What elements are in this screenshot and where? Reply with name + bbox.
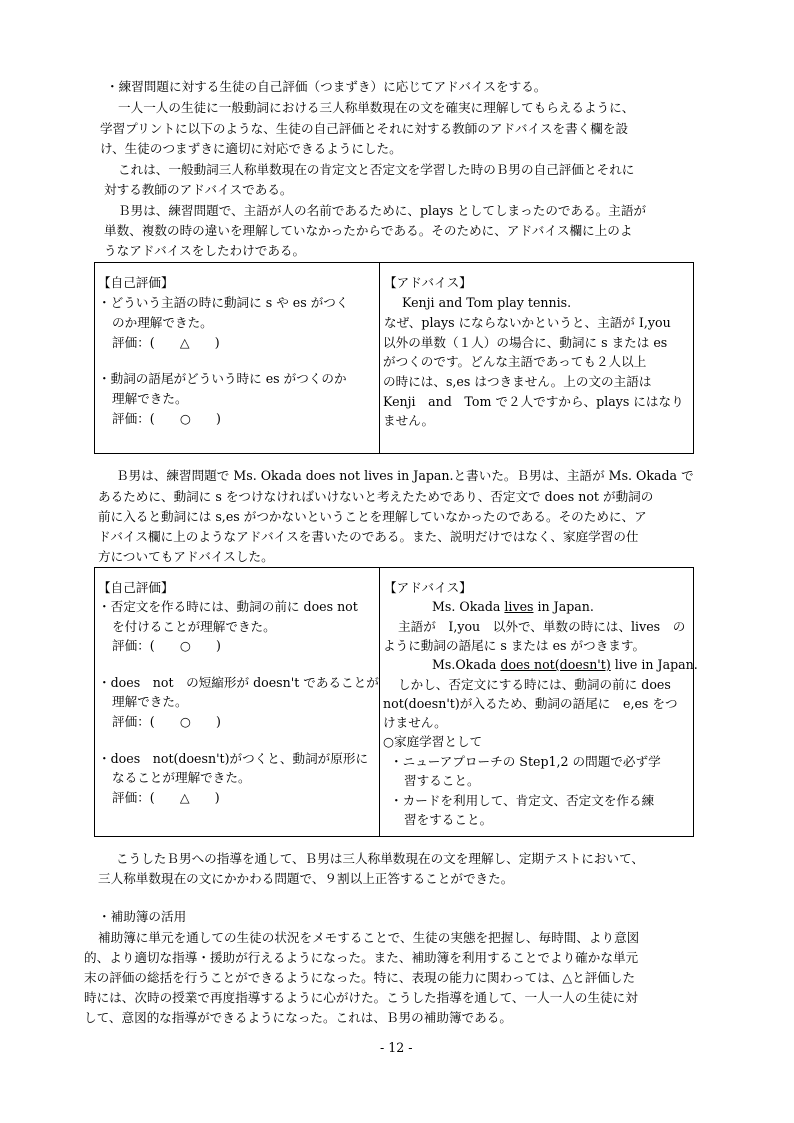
- self-eval-item: ・does not の短縮形が doesn't であることが: [98, 675, 379, 690]
- paragraph-line: 末の評価の総括を行うことができるようになった。特に、表現の能力に関わっては、△と評価した: [84, 970, 636, 985]
- advice-line: ません。: [383, 413, 435, 428]
- paragraph-line: ドバイス欄に上のようなアドバイスを書いたのである。また、説明だけではなく、家庭学習の仕: [98, 529, 639, 544]
- paragraph-line: け、生徒のつまずきに適切に対応できるようにした。: [100, 141, 402, 156]
- paragraph-line: して、意図的な指導ができるようになった。これは、Ｂ男の補助簿である。: [84, 1010, 512, 1025]
- paragraph-line: 時には、次時の授業で再度指導するように心がけた。こうした指導を通して、一人一人の生徒に対: [84, 990, 638, 1005]
- advice-line: の時には、s,es はつきません。上の文の主語は: [383, 374, 652, 389]
- self-eval-rating: 評価：( △ ): [112, 335, 220, 350]
- advice-line: しかし、否定文にする時には、動詞の前に does: [398, 677, 671, 692]
- self-eval-rating: 評価：( ○ ): [112, 638, 221, 653]
- self-eval-item: なることが理解できた。: [112, 770, 251, 785]
- advice-line: ように動詞の語尾に s または es がつきます。: [383, 638, 646, 653]
- paragraph-line: 学習プリントに以下のような、生徒の自己評価とそれに対する教師のアドバイスを書く欄を設: [100, 121, 629, 136]
- paragraph-line: Ｂ男は、練習問題で、主語が人の名前であるために、plays としてしまったのである。主語が: [118, 203, 647, 218]
- paragraph-line: Ｂ男は、練習問題で Ms. Okada does not lives in Japan.と書いた。Ｂ男は、主語が Ms. Okada で: [116, 468, 694, 483]
- paragraph-line: 前に入ると動詞には s,es がつかないということを理解していなかったのである。そのために、ア: [98, 509, 647, 524]
- example-text: Ms. Okada: [432, 599, 505, 614]
- advice-line: Kenji and Tom で２人ですから、plays にはなり: [383, 394, 684, 409]
- table-divider: [379, 263, 380, 453]
- section-heading: ・補助簿の活用: [98, 909, 187, 924]
- self-eval-item: 理解できた。: [112, 391, 188, 406]
- paragraph-line: 方についてもアドバイスした。: [98, 549, 274, 564]
- advice-line: not(doesn't)が入るため、動詞の語尾に e,es をつ: [383, 696, 678, 711]
- advice-example: Kenji and Tom play tennis.: [402, 295, 572, 310]
- table-divider: [379, 568, 380, 836]
- example-text: live in Japan.: [610, 657, 698, 672]
- advice-example: [432, 601, 594, 614]
- advice-header: 【アドバイス】: [384, 580, 472, 595]
- self-eval-item: ・どういう主語の時に動詞に s や es がつく: [98, 295, 349, 310]
- paragraph-line: 単数、複数の時の違いを理解していなかったからである。そのために、アドバイス欄に上のよ: [104, 223, 633, 238]
- self-eval-rating: 評価：( ○ ): [112, 714, 221, 729]
- example-underlined-verb: lives: [504, 599, 534, 614]
- advice-line: ・ニューアプローチの Step1,2 の問題で必ず学: [390, 754, 661, 769]
- paragraph-line: 補助簿に単元を通しての生徒の状況をメモすることで、生徒の実態を把握し、毎時間、より意図: [98, 930, 640, 945]
- advice-line: がつくのです。どんな主語であっても２人以上: [383, 354, 647, 369]
- advice-line: ・カードを利用して、肯定文、否定文を作る練: [390, 793, 655, 808]
- paragraph-line: これは、一般動詞三人称単数現在の肯定文と否定文を学習した時のＢ男の自己評価とそれに: [118, 162, 635, 177]
- advice-line: ○家庭学習として: [383, 734, 483, 749]
- paragraph-line: 対する教師のアドバイスである。: [104, 182, 293, 197]
- self-eval-rating: 評価：( ○ ): [112, 411, 221, 426]
- example-text: in Japan.: [533, 599, 594, 614]
- advice-example: [432, 659, 698, 672]
- advice-line: けません。: [383, 715, 447, 730]
- paragraph-line: 的、より適切な指導・援助が行えるようになった。また、補助簿を利用することでより確かな単元: [84, 950, 639, 965]
- paragraph-line: 三人称単数現在の文にかかわる問題で、９割以上正答することができた。: [98, 871, 514, 886]
- self-eval-item: ・動詞の語尾がどういう時に es がつくのか: [98, 371, 347, 386]
- paragraph-line: うなアドバイスをしたわけである。: [104, 243, 306, 258]
- paragraph-line: こうしたＢ男への指導を通して、Ｂ男は三人称単数現在の文を理解し、定期テストにおいて、: [116, 851, 644, 866]
- self-eval-item: 理解できた。: [112, 694, 188, 709]
- self-eval-header: 【自己評価】: [98, 580, 174, 595]
- self-eval-item: ・否定文を作る時には、動詞の前に does not: [98, 599, 358, 614]
- self-eval-item: を付けることが理解できた。: [112, 619, 276, 634]
- advice-line: 主語が I,you 以外で、単数の時には、lives の: [398, 619, 686, 634]
- example-text: Ms.Okada: [432, 657, 501, 672]
- advice-line: 習をすること。: [404, 812, 493, 827]
- example-underlined-aux: does not(doesn't): [500, 657, 611, 672]
- page-number: - 12 -: [380, 1040, 413, 1055]
- self-eval-rating: 評価：( △ ): [112, 790, 220, 805]
- advice-line: 習すること。: [404, 773, 480, 788]
- advice-line: なぜ、plays にならないかというと、主語が I,you: [384, 315, 671, 330]
- self-eval-item: ・does not(doesn't)がつくと、動詞が原形に: [98, 751, 369, 766]
- advice-header: 【アドバイス】: [384, 275, 472, 290]
- self-eval-item: のか理解できた。: [112, 315, 213, 330]
- self-eval-header: 【自己評価】: [98, 275, 174, 290]
- paragraph-line: あるために、動詞に s をつけなければいけないと考えたためであり、否定文で does not が動詞の: [98, 489, 654, 504]
- section-heading: ・練習問題に対する生徒の自己評価（つまずき）に応じてアドバイスをする。: [106, 79, 547, 94]
- advice-line: 以外の単数（１人）の場合に、動詞に s または es: [383, 335, 668, 350]
- paragraph-line: 一人一人の生徒に一般動詞における三人称単数現在の文を確実に理解してもらえるように、: [118, 100, 635, 115]
